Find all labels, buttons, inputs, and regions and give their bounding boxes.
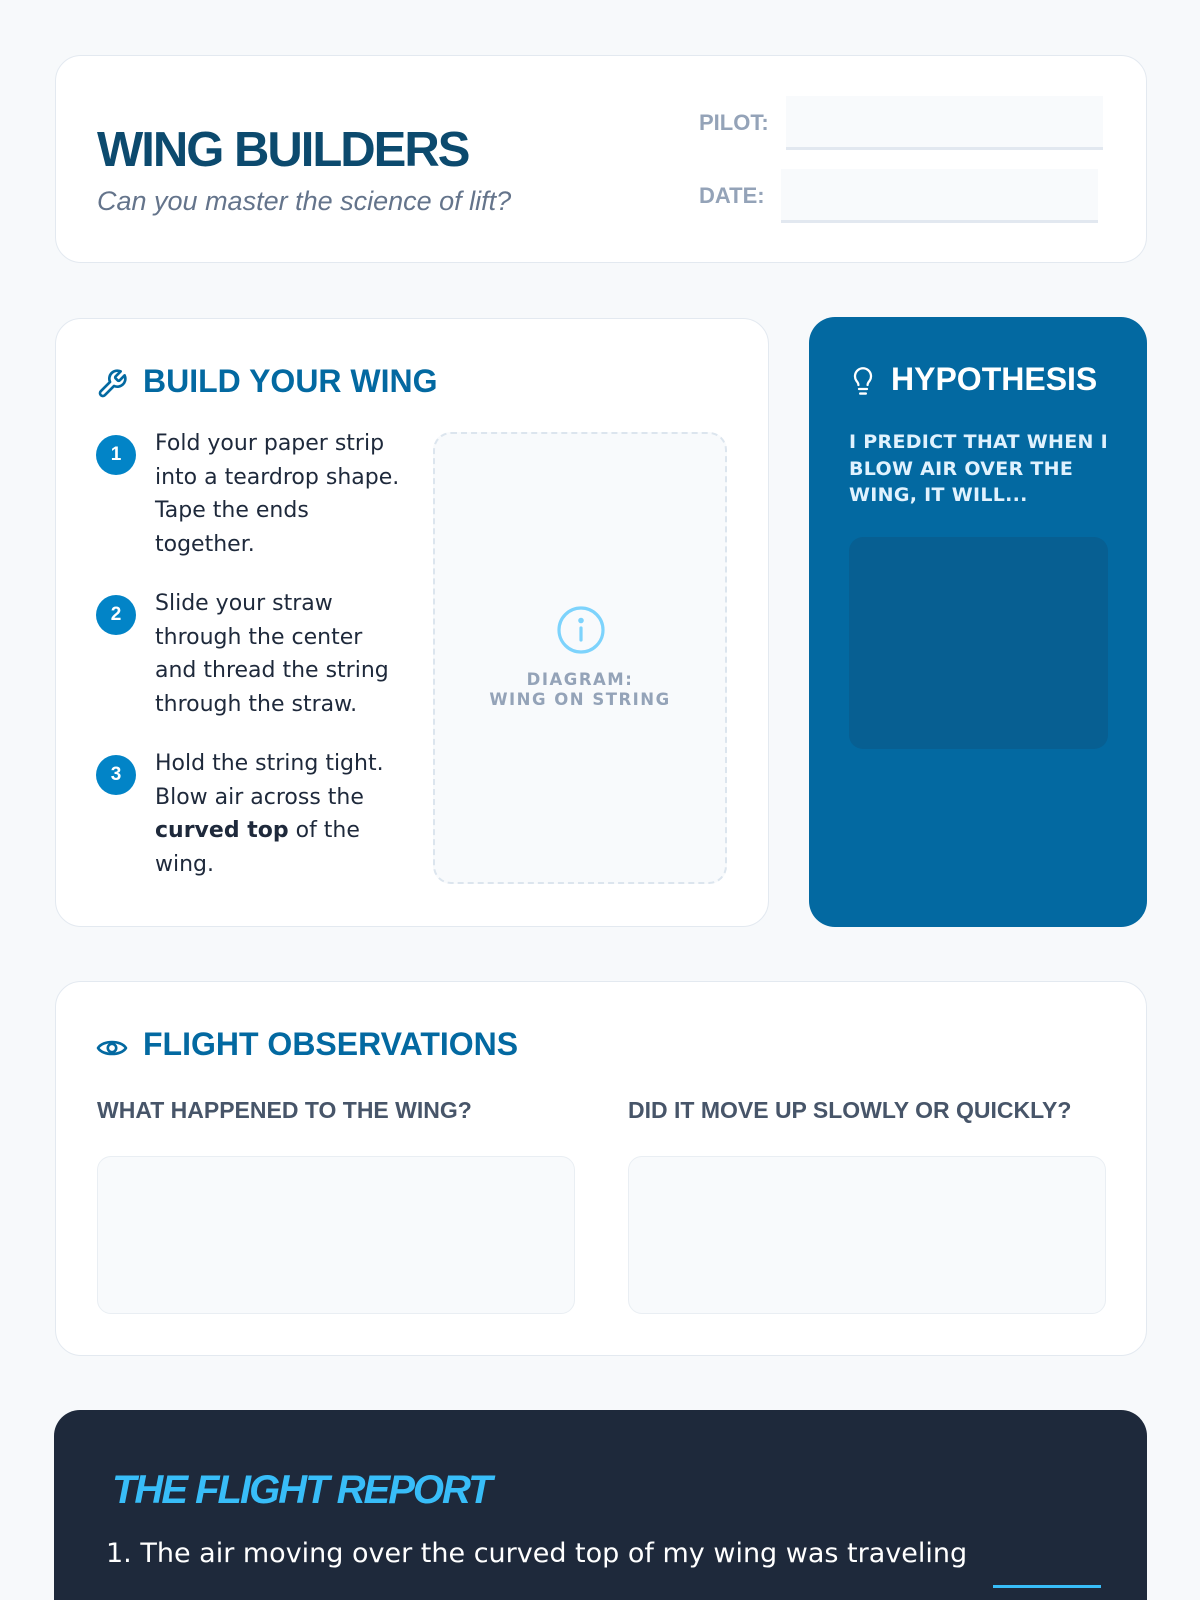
diagram-label-line-2: WING ON STRING bbox=[489, 690, 671, 709]
build-your-wing-card bbox=[55, 318, 769, 927]
hypothesis-answer-box[interactable] bbox=[849, 537, 1108, 749]
flight-report-title: THE FLIGHT REPORT bbox=[112, 1468, 491, 1512]
hypothesis-card bbox=[809, 317, 1147, 927]
observation-question-2: DID IT MOVE UP SLOWLY OR QUICKLY? bbox=[628, 1097, 1072, 1123]
observation-answer-box-1[interactable] bbox=[97, 1156, 575, 1314]
flight-report-card bbox=[54, 1410, 1147, 1600]
diagram-label-line-1: DIAGRAM: bbox=[526, 670, 634, 689]
page-title: WING BUILDERS bbox=[97, 123, 469, 177]
step-text-before: Hold the string tight. Blow air across the bbox=[155, 751, 384, 810]
observation-question-1: WHAT HAPPENED TO THE WING? bbox=[97, 1097, 472, 1123]
step-number-badge: 1 bbox=[96, 435, 136, 475]
step-number-badge: 2 bbox=[96, 595, 136, 635]
worksheet-header bbox=[55, 55, 1147, 263]
diagram-placeholder bbox=[433, 432, 727, 884]
date-label: DATE: bbox=[699, 183, 765, 208]
step-text-emphasis: curved top bbox=[155, 818, 289, 843]
info-icon bbox=[556, 605, 606, 655]
step-text-after: of the wing. bbox=[155, 818, 360, 877]
diagram-label bbox=[435, 670, 725, 710]
wrench-icon bbox=[96, 368, 128, 400]
eye-icon bbox=[96, 1035, 128, 1061]
build-section-title: BUILD YOUR WING bbox=[143, 363, 438, 399]
lightbulb-icon bbox=[849, 365, 877, 397]
hypothesis-prompt: I PREDICT THAT WHEN I BLOW AIR OVER THE WING, IT WILL... bbox=[849, 431, 1108, 506]
flight-observations-card bbox=[55, 981, 1147, 1356]
pilot-label: PILOT: bbox=[699, 110, 769, 135]
page-subtitle: Can you master the science of lift? bbox=[97, 186, 512, 216]
date-field[interactable] bbox=[781, 169, 1098, 223]
fill-in-blank[interactable] bbox=[993, 1585, 1101, 1588]
hypothesis-title: HYPOTHESIS bbox=[891, 361, 1098, 397]
step-text: Slide your straw through the center and thread the string through the straw. bbox=[155, 591, 389, 717]
pilot-name-field[interactable] bbox=[786, 96, 1103, 150]
step-text: Fold your paper strip into a teardrop shape. Tape the ends together. bbox=[155, 431, 400, 557]
step-text bbox=[155, 747, 400, 881]
flight-report-question-1: 1. The air moving over the curved top of my wing was traveling bbox=[106, 1538, 968, 1569]
step-number-badge: 3 bbox=[96, 755, 136, 795]
observations-title: FLIGHT OBSERVATIONS bbox=[143, 1026, 519, 1062]
observation-answer-box-2[interactable] bbox=[628, 1156, 1106, 1314]
